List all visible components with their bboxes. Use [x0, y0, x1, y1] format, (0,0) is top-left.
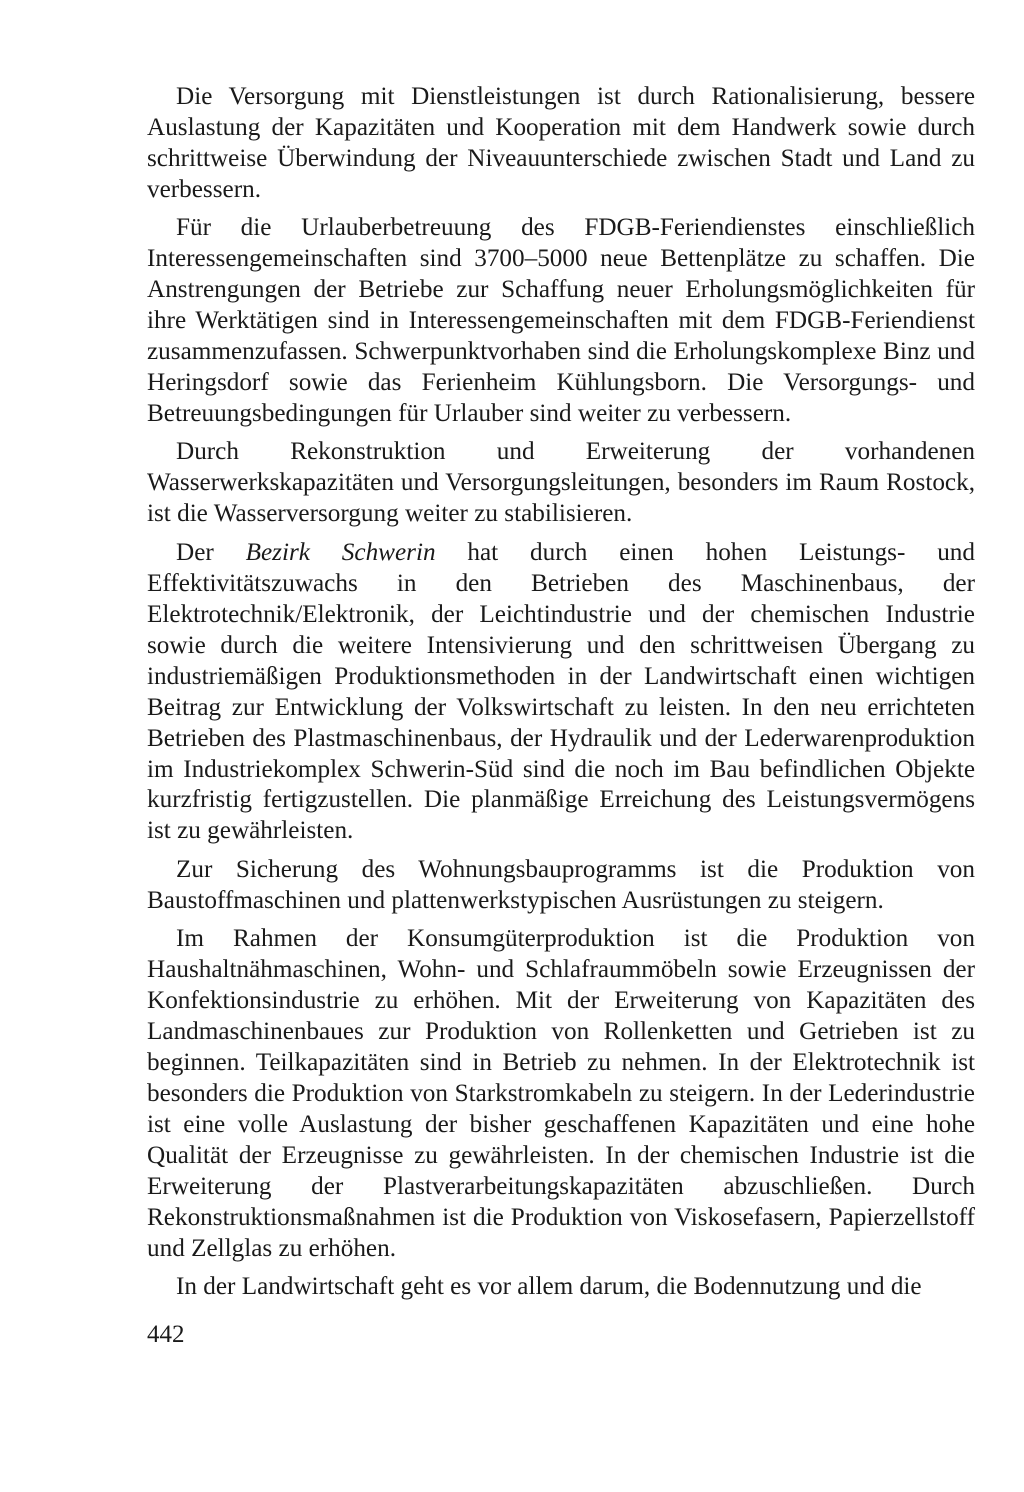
paragraph-services: Die Versorgung mit Dienstleistungen ist durch Rationalisierung, bessere Auslastung der Kapazitäten und Kooperation mit dem Handwerk sowie durch schrittweise Überwindung der Niveauunterschiede zwischen Stadt und Land zu verbessern. [147, 83, 975, 203]
paragraph-schwerin-lead: Der [176, 538, 246, 566]
paragraph-schwerin [147, 538, 975, 848]
body-text [147, 82, 975, 1311]
paragraph-agriculture: In der Landwirtschaft geht es vor allem darum, die Bodennutzung und die [176, 1273, 922, 1301]
district-name-emphasis: Bezirk Schwerin [245, 538, 436, 566]
paragraph-housing: Zur Sicherung des Wohnungsbauprogramms ist die Produktion von Baustoffmaschinen und plattenwerkstypischen Ausrüstungen zu steigern. [147, 855, 975, 914]
page-number: 442 [147, 1321, 185, 1348]
paragraph-vacation: Für die Urlauberbetreuung des FDGB-Feriendienstes einschließlich Interessengemeinschaften sind 3700–5000 neue Bettenplätze zu schaffen. Die Anstrengungen der Betriebe zur Schaffung neuer Erholungsmöglichkeiten für ihre Werktätigen sind in Interessengemeinschaften mit dem FDGB-Feriendienst zusammenzufassen. Schwerpunktvorhaben sind die Erholungskomplexe Binz und Heringsdorf sowie das Ferienheim Kühlungsborn. Die Versorgungs- und Betreuungsbedingungen für Urlauber sind weiter zu verbessern. [147, 214, 975, 428]
paragraph-water: Durch Rekonstruktion und Erweiterung der vorhandenen Wasserwerkskapazitäten und Versorgungsleitungen, besonders im Raum Rostock, ist die Wasserversorgung weiter zu stabilisieren. [147, 438, 975, 528]
paragraph-consumer-goods: Im Rahmen der Konsumgüterproduktion ist die Produktion von Haushaltnähmaschinen, Wohn- und Schlafraummöbeln sowie Erzeugnissen der Konfektionsindustrie zu erhöhen. Mit der Erweiterung von Kapazitäten des Landmaschinenbaues zur Produktion von Rollenketten und Getrieben ist zu beginnen. Teilkapazitäten sind in Betrieb zu nehmen. In der Elektrotechnik ist besonders die Produktion von Starkstromkabeln zu steigern. In der Lederindustrie ist eine volle Auslastung der bisher geschaffenen Kapazitäten und eine hohe Qualität der Erzeugnisse zu gewährleisten. In der chemischen Industrie ist die Erweiterung der Plastverarbeitungskapazitäten abzuschließen. Durch Rekonstruktionsmaßnahmen ist die Produktion von Viskosefasern, Papierzellstoff und Zellglas zu erhöhen. [147, 925, 975, 1262]
paragraph-schwerin-text: hat durch einen hohen Leistungs- und Effektivitätszuwachs in den Betrieben des Maschinenbaus, der Elektrotechnik/Elektronik, der Leichtindustrie und der chemischen Industrie sowie durch die weitere Intensivierung und den schrittweisen Übergang zu industriemäßigen Produktionsmethoden in der Landwirtschaft einen wichtigen Beitrag zur Entwicklung der Volkswirtschaft zu leisten. In den neu errichteten Betrieben des Plastmaschinenbaus, der Hydraulik und der Lederwarenproduktion im Industriekomplex Schwerin-Süd sind die noch im Bau befindlichen Objekte kurzfristig fertigzustellen. Die planmäßige Erreichung des Leistungsvermögens ist zu gewährleisten. [147, 538, 975, 845]
